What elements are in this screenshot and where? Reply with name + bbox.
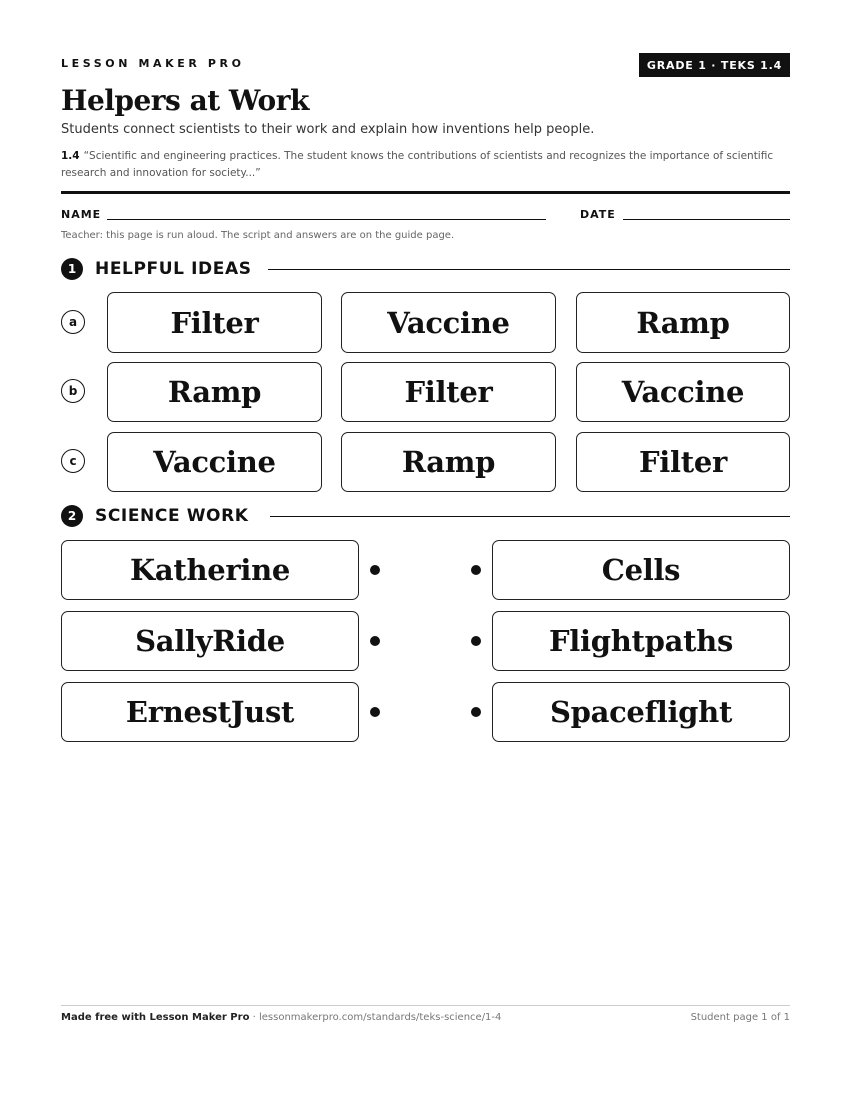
- scientist-card[interactable]: SallyRide: [61, 611, 359, 671]
- standard-statement: [61, 148, 790, 181]
- standard-code: 1.4: [61, 150, 80, 162]
- section-title: HELPFUL IDEAS: [95, 259, 252, 279]
- row-letter-b: b: [61, 379, 85, 403]
- section-title: SCIENCE WORK: [95, 506, 249, 526]
- header-divider: [61, 191, 790, 194]
- footer-separator: ·: [249, 1012, 259, 1023]
- choice-card[interactable]: Ramp: [107, 362, 322, 422]
- footer-divider: [61, 1005, 790, 1006]
- row-letter-a: a: [61, 310, 85, 334]
- page-title: Helpers at Work: [61, 84, 309, 117]
- footer-made-with: Made free with Lesson Maker Pro: [61, 1012, 250, 1023]
- section-rule: [268, 269, 790, 270]
- name-label: NAME: [61, 208, 102, 221]
- choice-card[interactable]: Filter: [576, 432, 790, 492]
- choice-card[interactable]: Vaccine: [341, 292, 556, 353]
- work-card[interactable]: Flightpaths: [492, 611, 790, 671]
- work-card[interactable]: Spaceflight: [492, 682, 790, 742]
- section-rule: [270, 516, 790, 517]
- name-field[interactable]: [107, 219, 546, 220]
- choice-card[interactable]: Vaccine: [107, 432, 322, 492]
- section-science-work: [61, 505, 790, 527]
- choice-card[interactable]: Vaccine: [576, 362, 790, 422]
- grade-badge: GRADE 1 · TEKS 1.4: [639, 53, 790, 77]
- match-dot[interactable]: [471, 707, 481, 717]
- match-dot[interactable]: [370, 636, 380, 646]
- teacher-note: Teacher: this page is run aloud. The script and answers are on the guide page.: [61, 230, 455, 241]
- section-number: 1: [61, 258, 83, 280]
- choice-card[interactable]: Filter: [341, 362, 556, 422]
- match-dot[interactable]: [471, 565, 481, 575]
- footer-url[interactable]: lessonmakerpro.com/standards/teks-science/1-4: [258, 1012, 502, 1023]
- page-number: Student page 1 of 1: [690, 1012, 790, 1023]
- scientist-card[interactable]: Katherine: [61, 540, 359, 600]
- footer-credit: [61, 1012, 501, 1023]
- section-helpful-ideas: [61, 258, 790, 280]
- choice-card[interactable]: Filter: [107, 292, 322, 353]
- date-label: DATE: [580, 208, 616, 221]
- page-subtitle: Students connect scientists to their work and explain how inventions help people.: [61, 122, 595, 137]
- match-dot[interactable]: [370, 707, 380, 717]
- scientist-card[interactable]: ErnestJust: [61, 682, 359, 742]
- choice-card[interactable]: Ramp: [341, 432, 556, 492]
- match-dot[interactable]: [471, 636, 481, 646]
- standard-text: “Scientific and engineering practices. The student knows the contributions of scientists and recognizes the importance of scientific research and innovation for society...”: [61, 150, 774, 179]
- section-number: 2: [61, 505, 83, 527]
- choice-card[interactable]: Ramp: [576, 292, 790, 353]
- work-card[interactable]: Cells: [492, 540, 790, 600]
- worksheet-page: [61, 0, 790, 1100]
- brand-name: LESSON MAKER PRO: [61, 57, 245, 70]
- row-letter-c: c: [61, 449, 85, 473]
- date-field[interactable]: [623, 219, 790, 220]
- match-dot[interactable]: [370, 565, 380, 575]
